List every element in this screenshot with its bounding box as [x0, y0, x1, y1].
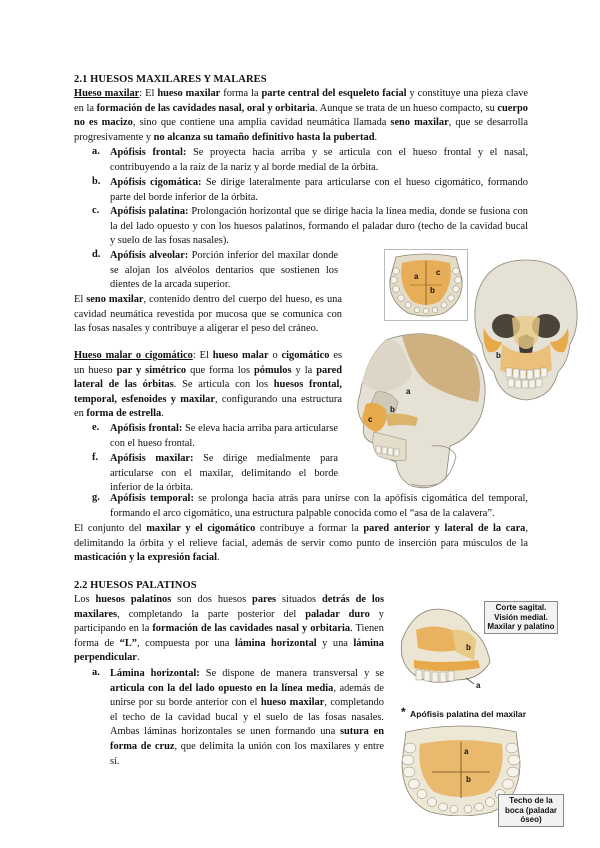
apofisis-star: *: [401, 705, 406, 719]
section-heading-2-2: 2.2 HUESOS PALATINOS: [74, 580, 197, 591]
list-letter: g.: [92, 492, 100, 503]
section-heading-2-1: 2.1 HUESOS MAXILARES Y MALARES: [74, 74, 267, 85]
list-item-apofisis-alveolar: Apófisis alveolar: Porción inferior del maxilar donde se alojan los alvéolos dentarios que sostienen los dientes de la arcada superior.: [110, 250, 339, 291]
list-item-apofisis-frontal: Apófisis frontal: Se proyecta hacia arriba y se articula con el hueso frontal y el nasal, contribuyendo a la raíz de la nariz y al borde medial de la órbita.: [110, 147, 528, 173]
paragraph-hueso-maxilar: Hueso maxilar: El hueso maxilar forma la parte central del esqueleto facial y constituye una pieza clave en la formación de las cavidades nasal, oral y orbitaria. Aunque se trata de un hueso compacto, su cuerpo no es macizo, sino que contiene una amplia cavidad neumática llamada seno maxilar, que se desarrolla progresivamente y no alcanza su tamaño definitivo hasta la pubertad.: [74, 88, 529, 143]
list-letter: a.: [92, 667, 100, 678]
list-item-malar-frontal: Apófisis frontal: Se eleva hacia arriba para articularse con el hueso frontal.: [110, 423, 338, 449]
list-item-malar-maxilar: Apófisis maxilar: Se dirige medialmente para articularse con el maxilar, delimitando el borde inferior de la órbita.: [110, 453, 339, 494]
list-letter: a.: [92, 146, 100, 157]
figure-letter: b: [466, 643, 471, 652]
apofisis-label: Apófisis palatina del maxilar: [410, 709, 527, 719]
list-letter: d.: [92, 249, 101, 260]
list-item-lamina-horizontal: Lámina horizontal: Se dispone de manera transversal y se articula con la del lado opuesto en la línea media, además de unirse por su borde anterior con el hueso maxilar, completando el techo de la cavidad bucal y el suelo de las fosas nasales. Ambas láminas horizontales se unen formando una sutura en forma de cruz, que delimita la unión con los maxilares y entre sí.: [110, 668, 384, 767]
term-hueso-maxilar: Hueso maxilar: [74, 88, 140, 99]
figure-letter: c: [436, 268, 441, 277]
figure-letter: a: [476, 681, 481, 690]
figure-letter: a: [406, 387, 411, 396]
figure-letter: b: [466, 775, 471, 784]
paragraph-hueso-malar: Hueso malar o cigomático: El hueso malar o cigomático es un hueso par y simétrico que forma los pómulos y la pared lateral de las órbitas. Se articula con los huesos frontal, temporal, esfenoides y maxilar, configurando una estructura en forma de estrella.: [74, 350, 342, 420]
list-item-malar-temporal: Apófisis temporal: se prolonga hacia atrás para unirse con la apófisis cigomática del temporal, formando el arco cigomático, una estructura palpable conocida como el “asa de la calavera”.: [110, 493, 528, 519]
paragraph-conjunto: El conjunto del maxilar y el cigomático contribuye a formar la pared anterior y lateral de la cara, delimitando la órbita y el relieve facial, además de servir como punto de inserción para músculos de la masticación y la expresión facial.: [74, 523, 528, 564]
list-item-apofisis-cigomatica: Apófisis cigomática: Se dirige lateralmente para articularse con el hueso cigomático, formando parte del borde inferior de la órbita.: [110, 177, 528, 203]
paragraph-huesos-palatinos: Los huesos palatinos son dos huesos pares situados detrás de los maxilares, completando la parte posterior del paladar duro y participando en la formación de las cavidades nasal y orbitaria. Tienen forma de “L”, compuesta por una lámina horizontal y una lámina perpendicular.: [74, 594, 385, 664]
skull-frontal-view-image: [472, 258, 580, 402]
figure-letter: b: [496, 351, 501, 360]
palate-inferior-view-image: [384, 249, 468, 321]
sagittal-caption: Corte sagital. Visión medial. Maxilar y palatino: [484, 601, 558, 634]
list-letter: f.: [92, 452, 99, 463]
list-item-apofisis-palatina: Apófisis palatina: Prolongación horizontal que se dirige hacia la línea media, donde se fusiona con la del lado opuesto y con los huesos palatinos, formando el paladar duro (techo de la cavidad bucal y suelo de las fosas nasales).: [110, 206, 529, 247]
list-letter: b.: [92, 176, 101, 187]
figure-letter: c: [368, 415, 373, 424]
list-letter: e.: [92, 422, 100, 433]
figure-letter: b: [430, 286, 435, 295]
figure-letter: a: [464, 747, 469, 756]
skull-lateral-view-image: [346, 328, 492, 492]
palate-caption: Techo de la boca (paladar óseo): [498, 794, 564, 827]
list-letter: c.: [92, 205, 100, 216]
figure-letter: a: [414, 272, 419, 281]
paragraph-seno-maxilar: El seno maxilar, contenido dentro del cuerpo del hueso, es una cavidad neumática revestida por mucosa que se comunica con las fosas nasales y contribuye a aligerar el peso del cráneo.: [74, 294, 342, 335]
figure-letter: b: [390, 405, 395, 414]
